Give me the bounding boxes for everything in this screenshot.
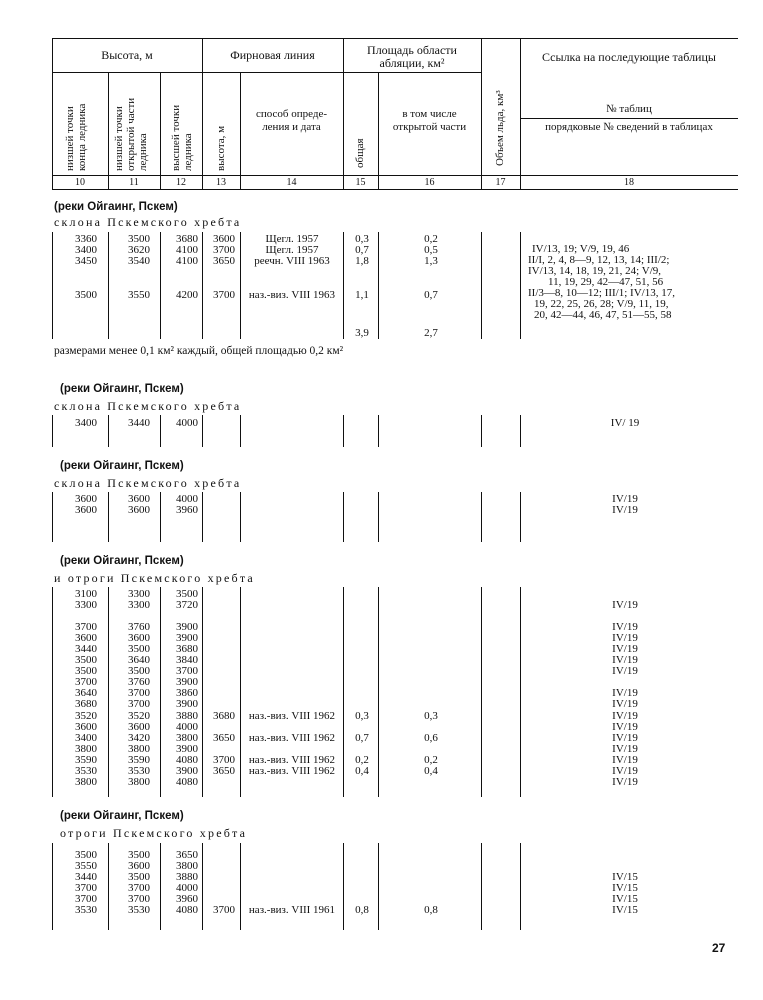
cell-lowest-open: 3700	[128, 882, 150, 894]
cell-lowest-open: 3640	[128, 654, 150, 666]
height-group-heading: Высота, м	[101, 48, 153, 62]
cell-lowest-end: 3400	[75, 244, 97, 256]
cell-firn-method: наз.-виз. VIII 1963	[248, 289, 336, 301]
row-rule	[240, 843, 241, 930]
col11-heading-line3: ледника	[137, 133, 149, 171]
cell-lowest-end: 3530	[75, 765, 97, 777]
col11-heading-line1: низшей точки	[113, 106, 125, 171]
ref-line: II/I, 2, 4, 8—9, 12, 13, 14; III/2;	[528, 254, 670, 266]
cell-lowest-open: 3600	[128, 504, 150, 516]
col10-heading	[64, 104, 88, 171]
cell-lowest-open: 3500	[128, 665, 150, 677]
row-rule	[343, 415, 344, 447]
cell-lowest-end: 3700	[75, 893, 97, 905]
cell-highest: 4000	[176, 417, 198, 429]
cell-highest: 3900	[176, 743, 198, 755]
cell-refs: IV/19	[612, 732, 638, 744]
cell-firn-method: Щегл. 1957	[265, 233, 319, 245]
cell-highest: 4080	[176, 754, 198, 766]
cell-refs: IV/19	[612, 687, 638, 699]
cell-lowest-open: 3620	[128, 244, 150, 256]
firn-group-rule	[202, 72, 343, 73]
cell-firn-height: 3600	[213, 233, 235, 245]
cell-lowest-open: 3420	[128, 732, 150, 744]
cell-lowest-open: 3500	[128, 871, 150, 883]
cell-lowest-open: 3700	[128, 698, 150, 710]
col16-heading-line2: открытой части	[392, 121, 467, 133]
cell-refs: IV/ 19	[610, 417, 640, 429]
cell-highest: 3800	[176, 860, 198, 872]
cell-area-open: 0,5	[424, 244, 438, 256]
col12-heading-line2: ледника	[182, 133, 194, 171]
cell-lowest-end: 3360	[75, 233, 97, 245]
total-open-area: 2,7	[424, 327, 438, 339]
cell-area-total: 0,4	[355, 765, 369, 777]
colnum-15: 15	[355, 177, 366, 188]
col11-heading-line2: открытой части	[125, 97, 137, 171]
cell-area-total: 0,8	[355, 904, 369, 916]
cell-highest: 3700	[176, 665, 198, 677]
cell-highest: 3840	[176, 654, 198, 666]
cell-area-open: 0,4	[424, 765, 438, 777]
cell-firn-method: наз.-виз. VIII 1962	[248, 765, 336, 777]
cell-lowest-end: 3100	[75, 588, 97, 600]
cell-area-open: 1,3	[424, 255, 438, 267]
col14-heading-line2: ления и дата	[262, 121, 321, 133]
cell-lowest-open: 3800	[128, 776, 150, 788]
cell-lowest-end: 3680	[75, 698, 97, 710]
col10-heading-line2: конца ледника	[76, 103, 88, 171]
cell-highest: 3860	[176, 687, 198, 699]
cell-firn-height: 3700	[213, 289, 235, 301]
cell-lowest-open: 3700	[128, 687, 150, 699]
ref-line: II/3—8, 10—12; III/1; IV/13, 17,	[528, 287, 675, 299]
colnum-14: 14	[286, 177, 297, 188]
row-rule	[108, 843, 109, 930]
cell-lowest-end: 3450	[75, 255, 97, 267]
cell-area-open: 0,2	[424, 233, 438, 245]
cell-highest: 4080	[176, 776, 198, 788]
cell-lowest-open: 3760	[128, 676, 150, 688]
cell-lowest-end: 3500	[75, 849, 97, 861]
cell-lowest-open: 3760	[128, 621, 150, 633]
cell-firn-method: наз.-виз. VIII 1962	[248, 732, 336, 744]
cell-firn-method: наз.-виз. VIII 1962	[248, 754, 336, 766]
row-rule	[378, 415, 379, 447]
col15-heading: общая	[354, 138, 366, 168]
cell-lowest-end: 3600	[75, 493, 97, 505]
cell-highest: 4000	[176, 721, 198, 733]
cell-lowest-open: 3540	[128, 255, 150, 267]
row-rule	[160, 843, 161, 930]
cell-refs: IV/15	[612, 871, 638, 883]
cell-lowest-open: 3520	[128, 710, 150, 722]
colnum-10: 10	[75, 177, 85, 188]
cell-area-total: 0,3	[355, 710, 369, 722]
cell-refs: IV/19	[612, 743, 638, 755]
cell-lowest-open: 3440	[128, 417, 150, 429]
colnum-16: 16	[424, 177, 435, 188]
cell-firn-height: 3700	[213, 244, 235, 256]
cell-lowest-end: 3600	[75, 632, 97, 644]
cell-lowest-end: 3800	[75, 776, 97, 788]
cell-refs: IV/19	[612, 765, 638, 777]
row-rule	[52, 232, 53, 339]
section-title: (реки Ойгаинг, Пскем)	[60, 810, 184, 822]
col18-heading-top: № таблиц	[606, 103, 652, 115]
cell-area-total: 0,3	[355, 233, 369, 245]
cell-lowest-open: 3600	[128, 721, 150, 733]
cell-highest: 3800	[176, 732, 198, 744]
ref-line: 20, 42—44, 46, 47, 51—55, 58	[534, 309, 672, 321]
row-rule	[108, 492, 109, 542]
header-col-line	[481, 38, 482, 189]
cell-area-total: 0,7	[355, 732, 369, 744]
cell-refs: IV/19	[612, 654, 638, 666]
cell-lowest-end: 3400	[75, 732, 97, 744]
colnum-11: 11	[129, 177, 139, 188]
cell-lowest-end: 3500	[75, 289, 97, 301]
row-rule	[481, 415, 482, 447]
header-col-line	[108, 72, 109, 189]
cell-lowest-end: 3440	[75, 871, 97, 883]
section-note: размерами менее 0,1 км² каждый, общей площадью 0,2 км²	[54, 345, 344, 357]
cell-lowest-end: 3700	[75, 882, 97, 894]
row-rule	[378, 492, 379, 542]
cell-lowest-open: 3530	[128, 904, 150, 916]
row-rule	[108, 232, 109, 339]
cell-highest: 4000	[176, 882, 198, 894]
cell-lowest-open: 3550	[128, 289, 150, 301]
refs-group-heading: Ссылка на последующие таблицы	[542, 50, 716, 64]
cell-highest: 3500	[176, 588, 198, 600]
cell-firn-method: реечн. VIII 1963	[254, 255, 330, 267]
ablation-heading-line2: абляции, км²	[379, 56, 445, 70]
cell-refs: IV/15	[612, 904, 638, 916]
col16-heading-line1: в том числе	[402, 108, 457, 120]
row-rule	[378, 843, 379, 930]
section-subtitle: склона Пскемского хребта	[54, 215, 242, 229]
col14-heading-line1: способ опреде-	[255, 108, 328, 120]
row-rule	[160, 492, 161, 542]
col11-heading	[113, 98, 149, 171]
height-group-rule	[52, 72, 202, 73]
cell-lowest-open: 3800	[128, 743, 150, 755]
header-bottom-rule	[52, 175, 738, 176]
cell-refs: IV/19	[612, 632, 638, 644]
col16-heading	[378, 108, 481, 134]
col17-heading: Объем льда, км³	[494, 90, 506, 166]
colnum-18: 18	[624, 177, 634, 188]
cell-highest: 3900	[176, 765, 198, 777]
cell-area-open: 0,7	[424, 289, 438, 301]
cell-refs: IV/19	[612, 665, 638, 677]
cell-refs: IV/19	[612, 721, 638, 733]
cell-highest: 4000	[176, 493, 198, 505]
ablation-group-rule	[343, 72, 481, 73]
row-rule	[240, 492, 241, 542]
cell-lowest-end: 3700	[75, 621, 97, 633]
header-col-line	[160, 72, 161, 189]
cell-highest: 3960	[176, 893, 198, 905]
section-subtitle: склона Пскемского хребта	[54, 476, 242, 490]
cell-area-open: 0,2	[424, 754, 438, 766]
row-rule	[481, 843, 482, 930]
section-title: (реки Ойгаинг, Пскем)	[60, 460, 184, 472]
row-rule	[160, 587, 161, 797]
row-rule	[343, 843, 344, 930]
cell-firn-height: 3650	[213, 732, 235, 744]
cell-lowest-end: 3800	[75, 743, 97, 755]
cell-highest: 3960	[176, 504, 198, 516]
cell-refs: IV/19	[612, 493, 638, 505]
section-title: (реки Ойгаинг, Пскем)	[60, 555, 184, 567]
col14-heading	[240, 108, 343, 134]
cell-refs: IV/19	[612, 698, 638, 710]
cell-lowest-open: 3600	[128, 632, 150, 644]
cell-firn-height: 3650	[213, 765, 235, 777]
section-title: (реки Ойгаинг, Пскем)	[60, 383, 184, 395]
cell-lowest-open: 3590	[128, 754, 150, 766]
col10-heading-line1: низшей точки	[64, 106, 76, 171]
cell-firn-height: 3700	[213, 904, 235, 916]
row-rule	[343, 492, 344, 542]
cell-firn-method: наз.-виз. VIII 1961	[248, 904, 336, 916]
cell-highest: 3880	[176, 710, 198, 722]
cell-lowest-end: 3590	[75, 754, 97, 766]
row-rule	[52, 587, 53, 797]
cell-refs: IV/15	[612, 882, 638, 894]
section-subtitle: и отроги Пскемского хребта	[54, 571, 255, 585]
cell-area-total: 0,2	[355, 754, 369, 766]
ref-line: IV/13, 19; V/9, 19, 46	[532, 243, 630, 255]
row-rule	[343, 232, 344, 339]
row-rule	[108, 587, 109, 797]
cell-highest: 4080	[176, 904, 198, 916]
row-rule	[240, 415, 241, 447]
cell-area-open: 0,8	[424, 904, 438, 916]
cell-area-open: 0,6	[424, 732, 438, 744]
cell-highest: 3880	[176, 871, 198, 883]
cell-lowest-end: 3600	[75, 721, 97, 733]
row-rule	[52, 843, 53, 930]
cell-lowest-open: 3500	[128, 849, 150, 861]
cell-area-total: 1,1	[355, 289, 369, 301]
cell-lowest-end: 3500	[75, 654, 97, 666]
row-rule	[343, 587, 344, 797]
cell-highest: 3900	[176, 698, 198, 710]
cell-firn-method: наз.-виз. VIII 1962	[248, 710, 336, 722]
cell-lowest-open: 3500	[128, 233, 150, 245]
cell-lowest-end: 3550	[75, 860, 97, 872]
cell-firn-height: 3700	[213, 754, 235, 766]
cell-area-total: 0,7	[355, 244, 369, 256]
cell-refs: IV/19	[612, 754, 638, 766]
section-title: (реки Ойгаинг, Пскем)	[54, 201, 178, 213]
cell-highest: 3900	[176, 632, 198, 644]
header-top-rule	[52, 38, 738, 39]
cell-refs: IV/19	[612, 776, 638, 788]
row-rule	[520, 232, 521, 339]
cell-lowest-open: 3600	[128, 860, 150, 872]
col13-heading: высота, м	[215, 125, 227, 171]
cell-highest: 4100	[176, 244, 198, 256]
ref-line: 19, 22, 25, 26, 28; V/9, 11, 19,	[534, 298, 669, 310]
cell-lowest-open: 3700	[128, 893, 150, 905]
ablation-heading-line1: Площадь области	[367, 43, 457, 57]
cell-firn-height: 3650	[213, 255, 235, 267]
row-rule	[52, 415, 53, 447]
page-number: 27	[712, 941, 726, 955]
cell-lowest-end: 3600	[75, 504, 97, 516]
cell-lowest-end: 3440	[75, 643, 97, 655]
row-rule	[378, 232, 379, 339]
cell-lowest-end: 3400	[75, 417, 97, 429]
ref-line: 11, 19, 29, 42—47, 51, 56	[548, 276, 664, 288]
row-rule	[52, 492, 53, 542]
cell-highest: 3680	[176, 233, 198, 245]
ref-line: IV/13, 14, 18, 19, 21, 24; V/9,	[528, 265, 662, 277]
firn-group-heading: Фирновая линия	[230, 48, 315, 62]
cell-lowest-end: 3640	[75, 687, 97, 699]
ablation-group-heading	[343, 44, 481, 70]
cell-area-open: 0,3	[424, 710, 438, 722]
cell-lowest-open: 3300	[128, 599, 150, 611]
cell-highest: 4200	[176, 289, 198, 301]
cell-lowest-open: 3530	[128, 765, 150, 777]
cell-refs: IV/19	[612, 504, 638, 516]
cell-highest: 3680	[176, 643, 198, 655]
refs-group-rule	[520, 118, 738, 119]
cell-lowest-open: 3600	[128, 493, 150, 505]
section-subtitle: отроги Пскемского хребта	[60, 826, 248, 840]
cell-highest: 3650	[176, 849, 198, 861]
row-rule	[160, 415, 161, 447]
row-rule	[108, 415, 109, 447]
cell-highest: 3900	[176, 676, 198, 688]
cell-highest: 3720	[176, 599, 198, 611]
colnum-13: 13	[216, 177, 226, 188]
cell-lowest-open: 3300	[128, 588, 150, 600]
row-rule	[378, 587, 379, 797]
colnum-12: 12	[176, 177, 186, 188]
cell-firn-method: Щегл. 1957	[265, 244, 319, 256]
cell-highest: 3900	[176, 621, 198, 633]
cell-lowest-end: 3700	[75, 676, 97, 688]
row-rule	[160, 232, 161, 339]
section-subtitle: склона Пскемского хребта	[54, 399, 242, 413]
total-area: 3,9	[355, 327, 369, 339]
cell-refs: IV/15	[612, 893, 638, 905]
cell-area-total: 1,8	[355, 255, 369, 267]
cell-lowest-end: 3530	[75, 904, 97, 916]
cell-refs: IV/19	[612, 621, 638, 633]
cell-refs: IV/19	[612, 710, 638, 722]
row-rule	[481, 492, 482, 542]
colnum-bottom-rule	[52, 189, 738, 190]
col12-heading-line1: высшей точки	[170, 104, 182, 171]
cell-refs: IV/19	[612, 643, 638, 655]
cell-lowest-end: 3520	[75, 710, 97, 722]
cell-highest: 4100	[176, 255, 198, 267]
colnum-17: 17	[495, 177, 506, 188]
cell-lowest-end: 3300	[75, 599, 97, 611]
cell-firn-height: 3680	[213, 710, 235, 722]
cell-refs: IV/19	[612, 599, 638, 611]
cell-lowest-end: 3500	[75, 665, 97, 677]
col18-heading-bottom: порядковые № сведений в таблицах	[545, 121, 713, 133]
cell-lowest-open: 3500	[128, 643, 150, 655]
col12-heading	[170, 105, 194, 171]
